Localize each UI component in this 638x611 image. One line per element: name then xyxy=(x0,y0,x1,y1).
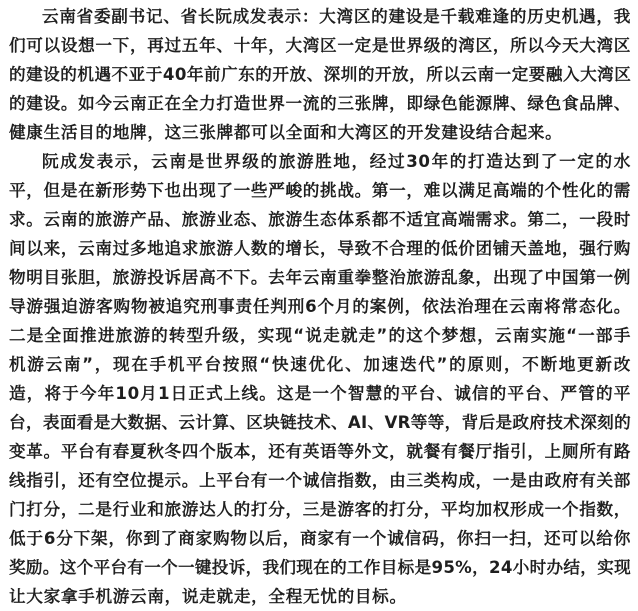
text-line: 二是全面推进旅游的转型升级，实现“说走就走”的这个梦想，云南实施“一部手 xyxy=(9,326,631,345)
text-line: 们可以设想一下，再过五年、十年，大湾区一定是世界级的湾区，所以今天大湾区 xyxy=(9,36,631,55)
text-line: 求。云南的旅游产品、旅游业态、旅游生态体系都不适宜高端需求。第二，一段时 xyxy=(9,210,631,229)
text-line: 导游强迫游客购物被追究刑事责任判刑6个月的案例，依法治理在云南将常态化。 xyxy=(9,297,631,316)
text-line: 线指引，还有空位提示。上平台有一个诚信指数，由三类构成，一是由政府有关部 xyxy=(9,471,631,490)
text-line: 健康生活目的地牌，这三张牌都可以全面和大湾区的开发建设结合起来。 xyxy=(9,123,563,142)
text-line: 间以来，云南过多地追求旅游人数的增长，导致不合理的低价团铺天盖地，强行购 xyxy=(9,239,631,258)
text-line: 门打分，二是行业和旅游达人的打分，三是游客的打分，平均加权形成一个指数， xyxy=(9,500,631,519)
text-line: 奖励。这个平台有一个一键投诉，我们现在的工作目标是95%，24小时办结，实现 xyxy=(9,558,631,577)
text-line: 台，表面看是大数据、云计算、区块链技术、AI、VR等等，背后是政府技术深刻的 xyxy=(9,413,631,432)
text-line: 造，将于今年10月1日正式上线。这是一个智慧的平台、诚信的平台、严管的平 xyxy=(9,384,631,403)
text-line: 变革。平台有春夏秋冬四个版本，还有英语等外文，就餐有餐厅指引，上厕所有路 xyxy=(9,442,631,461)
text-line: 让大家拿手机游云南，说走就走，全程无忧的目标。 xyxy=(9,587,407,606)
text-line: 的建设。如今云南正在全力打造世界一流的三张牌，即绿色能源牌、绿色食品牌、 xyxy=(9,94,631,113)
paragraph-2 xyxy=(9,147,631,611)
text-line: 阮成发表示，云南是世界级的旅游胜地，经过30年的打造达到了一定的水 xyxy=(42,152,631,171)
text-line: 平，但是在新形势下也出现了一些严峻的挑战。第一，难以满足高端的个性化的需 xyxy=(9,181,631,200)
text-line: 机游云南”，现在手机平台按照“快速优化、加速迭代”的原则，不断地更新改 xyxy=(9,355,631,374)
text-line: 云南省委副书记、省长阮成发表示：大湾区的建设是千载难逢的历史机遇，我 xyxy=(42,7,631,26)
article-body xyxy=(9,2,631,611)
text-line: 低于6分下架，你到了商家购物以后，商家有一个诚信码，你扫一扫，还可以给你 xyxy=(9,529,631,548)
paragraph-1 xyxy=(9,2,631,147)
text-line: 物明目张胆，旅游投诉居高不下。去年云南重拳整治旅游乱象，出现了中国第一例 xyxy=(9,268,631,287)
text-line: 的建设的机遇不亚于40年前广东的开放、深圳的开放，所以云南一定要融入大湾区 xyxy=(9,65,632,84)
